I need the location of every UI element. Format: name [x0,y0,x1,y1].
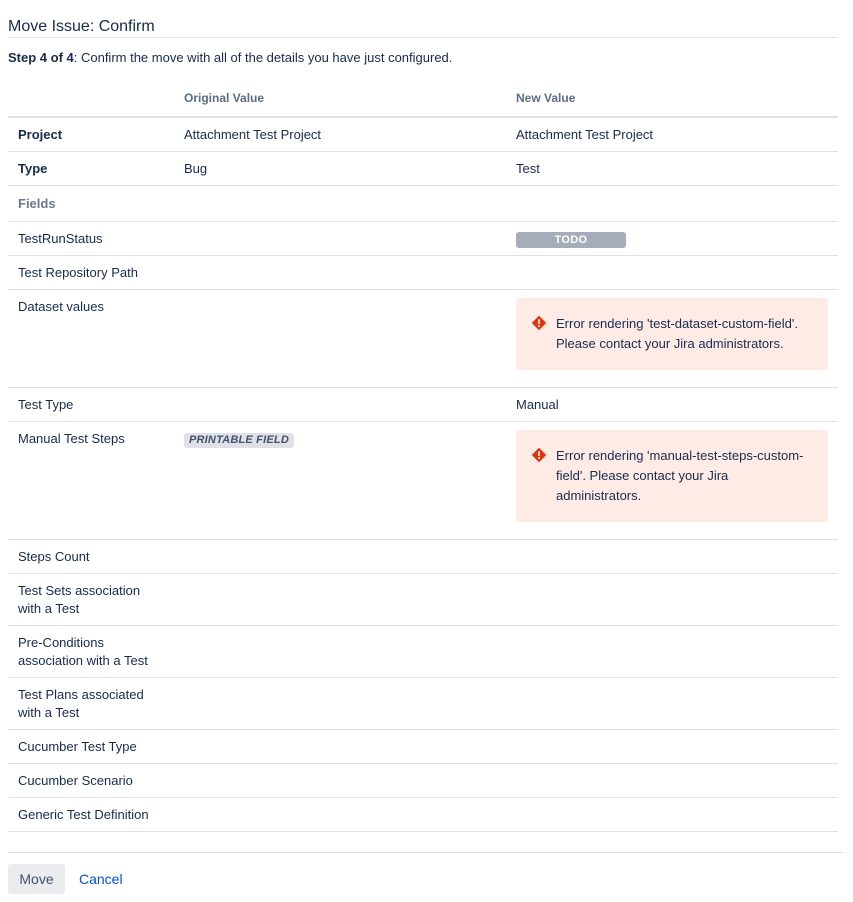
row-label: Steps Count [8,540,174,574]
table-row-test-run-status [8,222,838,256]
error-icon [532,316,546,330]
table-row-test-repository-path [8,256,838,290]
row-label: Type [8,152,174,186]
row-label: Manual Test Steps [8,422,174,540]
table-row-manual-test-steps [8,422,838,540]
table-row-fields-section [8,186,838,222]
header-original-value: Original Value [174,80,506,117]
table-row-pre-conditions-association [8,626,838,678]
step-label: Step 4 of 4 [8,50,74,65]
error-text: Error rendering 'manual-test-steps-custom-field'. Please contact your Jira administrators. [556,448,804,503]
page-title: Move Issue: Confirm [8,18,155,35]
confirm-table [8,80,838,832]
original-value: Attachment Test Project [174,117,506,152]
table-row-project [8,117,838,152]
error-message [516,298,828,370]
table-row-test-type [8,388,838,422]
title-divider [8,37,838,38]
row-label: Cucumber Test Type [8,730,174,764]
row-label: Test Sets association with a Test [8,574,174,626]
step-description [8,49,452,67]
step-text: : Confirm the move with all of the details you have just configured. [73,50,453,65]
row-label: Dataset values [8,290,174,388]
row-label: Test Plans associated with a Test [8,678,174,730]
footer-divider [8,852,843,853]
row-label: TestRunStatus [8,222,174,256]
table-row-cucumber-scenario [8,764,838,798]
table-row-cucumber-test-type [8,730,838,764]
status-lozenge: TODO [516,232,626,248]
error-icon [532,448,546,462]
row-label: Generic Test Definition [8,798,174,832]
table-row-steps-count [8,540,838,574]
table-header-row [8,80,838,117]
table-row-test-plans-associated [8,678,838,730]
new-value: Test [506,152,838,186]
table-row-generic-test-definition [8,798,838,832]
new-value: Attachment Test Project [506,117,838,152]
row-label: Test Type [8,388,174,422]
new-value: Manual [506,388,838,422]
row-label: Test Repository Path [8,256,174,290]
error-text: Error rendering 'test-dataset-custom-field'. Please contact your Jira administrators. [556,316,798,351]
header-field [8,80,174,117]
header-new-value: New Value [506,80,838,117]
table-row-test-sets-association [8,574,838,626]
fields-section-label: Fields [8,186,174,222]
table-row-dataset-values [8,290,838,388]
original-value: Bug [174,152,506,186]
printable-field-badge: PRINTABLE FIELD [184,433,294,448]
move-button[interactable]: Move [8,864,65,894]
row-label: Cucumber Scenario [8,764,174,798]
row-label: Pre-Conditions association with a Test [8,626,174,678]
table-row-type [8,152,838,186]
cancel-link[interactable]: Cancel [79,871,123,887]
row-label: Project [8,117,174,152]
error-message [516,430,828,522]
